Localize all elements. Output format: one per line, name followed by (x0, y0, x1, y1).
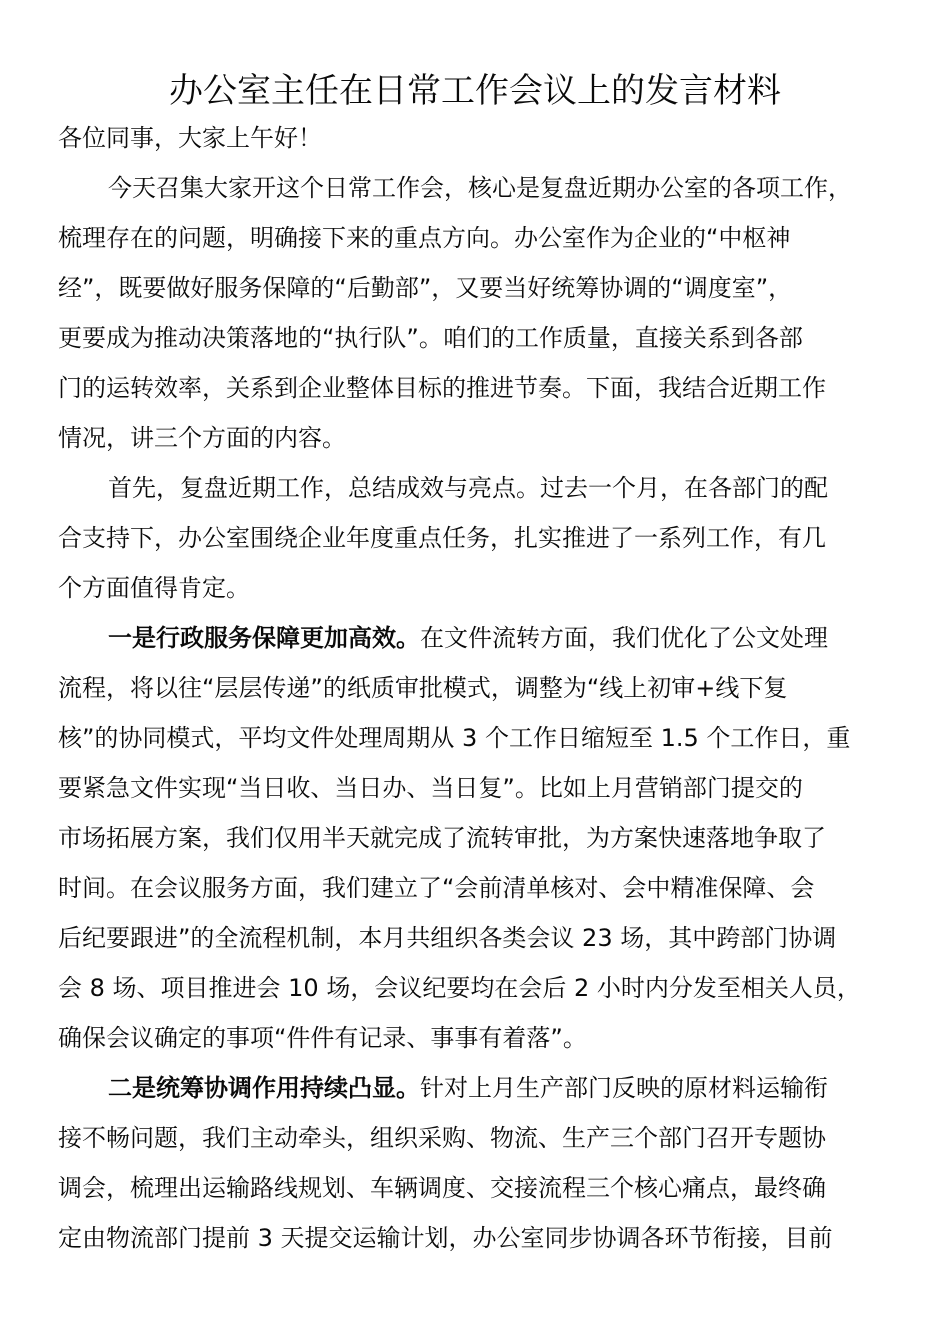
text-line (58, 513, 918, 563)
line-text: 后纪要跟进”的全流程机制，本月共组织各类会议 23 场，其中跨部门协调 (58, 924, 837, 952)
text-line (58, 813, 918, 863)
text-line (58, 1113, 918, 1163)
text-line (58, 863, 918, 913)
line-text: 确保会议确定的事项“件件有记录、事事有着落”。 (58, 1024, 587, 1052)
text-line (58, 613, 918, 663)
text-line (58, 563, 918, 613)
line-text: 核”的协同模式，平均文件处理周期从 3 个工作日缩短至 1.5 个工作日，重 (58, 724, 851, 752)
line-text: 合支持下，办公室围绕企业年度重点任务，扎实推进了一系列工作，有几 (58, 524, 826, 552)
line-text: 各位同事，大家上午好！ (58, 124, 322, 152)
text-line (58, 763, 918, 813)
text-line (58, 1013, 918, 1063)
line-text: 会 8 场、项目推进会 10 场，会议纪要均在会后 2 小时内分发至相关人员， (58, 974, 861, 1002)
line-text: 在文件流转方面，我们优化了公文处理 (420, 624, 828, 652)
line-text: 梳理存在的问题，明确接下来的重点方向。办公室作为企业的“中枢神 (58, 224, 791, 252)
bold-heading: 一是行政服务保障更加高效。 (108, 624, 420, 652)
line-text: 情况，讲三个方面的内容。 (58, 424, 346, 452)
line-text: 首先，复盘近期工作，总结成效与亮点。过去一个月，在各部门的配 (108, 474, 828, 502)
line-text: 定由物流部门提前 3 天提交运输计划，办公室同步协调各环节衔接，目前 (58, 1224, 833, 1252)
line-text: 流程，将以往“层层传递”的纸质审批模式，调整为“线上初审+线下复 (58, 674, 788, 702)
text-line (58, 263, 918, 313)
line-text: 门的运转效率，关系到企业整体目标的推进节奏。下面，我结合近期工作 (58, 374, 826, 402)
text-line (58, 463, 918, 513)
text-line (58, 663, 918, 713)
line-text: 要紧急文件实现“当日收、当日办、当日复”。比如上月营销部门提交的 (58, 774, 803, 802)
text-line (58, 1163, 918, 1213)
line-text: 时间。在会议服务方面，我们建立了“会前清单核对、会中精准保障、会 (58, 874, 815, 902)
text-line (58, 1213, 918, 1263)
line-text: 调会，梳理出运输路线规划、车辆调度、交接流程三个核心痛点，最终确 (58, 1174, 826, 1202)
line-text: 个方面值得肯定。 (58, 574, 250, 602)
text-line (58, 313, 918, 363)
text-line (58, 363, 918, 413)
bold-heading: 二是统筹协调作用持续凸显。 (108, 1074, 420, 1102)
line-text: 针对上月生产部门反映的原材料运输衔 (420, 1074, 828, 1102)
line-text: 市场拓展方案，我们仅用半天就完成了流转审批，为方案快速落地争取了 (58, 824, 826, 852)
document-body (58, 113, 918, 1263)
line-text: 接不畅问题，我们主动牵头，组织采购、物流、生产三个部门召开专题协 (58, 1124, 826, 1152)
text-line (58, 963, 918, 1013)
text-line (58, 413, 918, 463)
text-line (58, 913, 918, 963)
text-line (58, 213, 918, 263)
line-text: 今天召集大家开这个日常工作会，核心是复盘近期办公室的各项工作， (108, 174, 852, 202)
line-text: 经”，既要做好服务保障的“后勤部”，又要当好统筹协调的“调度室”， (58, 274, 793, 302)
line-text: 更要成为推动决策落地的“执行队”。咱们的工作质量，直接关系到各部 (58, 324, 803, 352)
text-line (58, 163, 918, 213)
document-title: 办公室主任在日常工作会议上的发言材料 (169, 71, 781, 111)
text-line (58, 113, 918, 163)
text-line (58, 1063, 918, 1113)
text-line (58, 713, 918, 763)
